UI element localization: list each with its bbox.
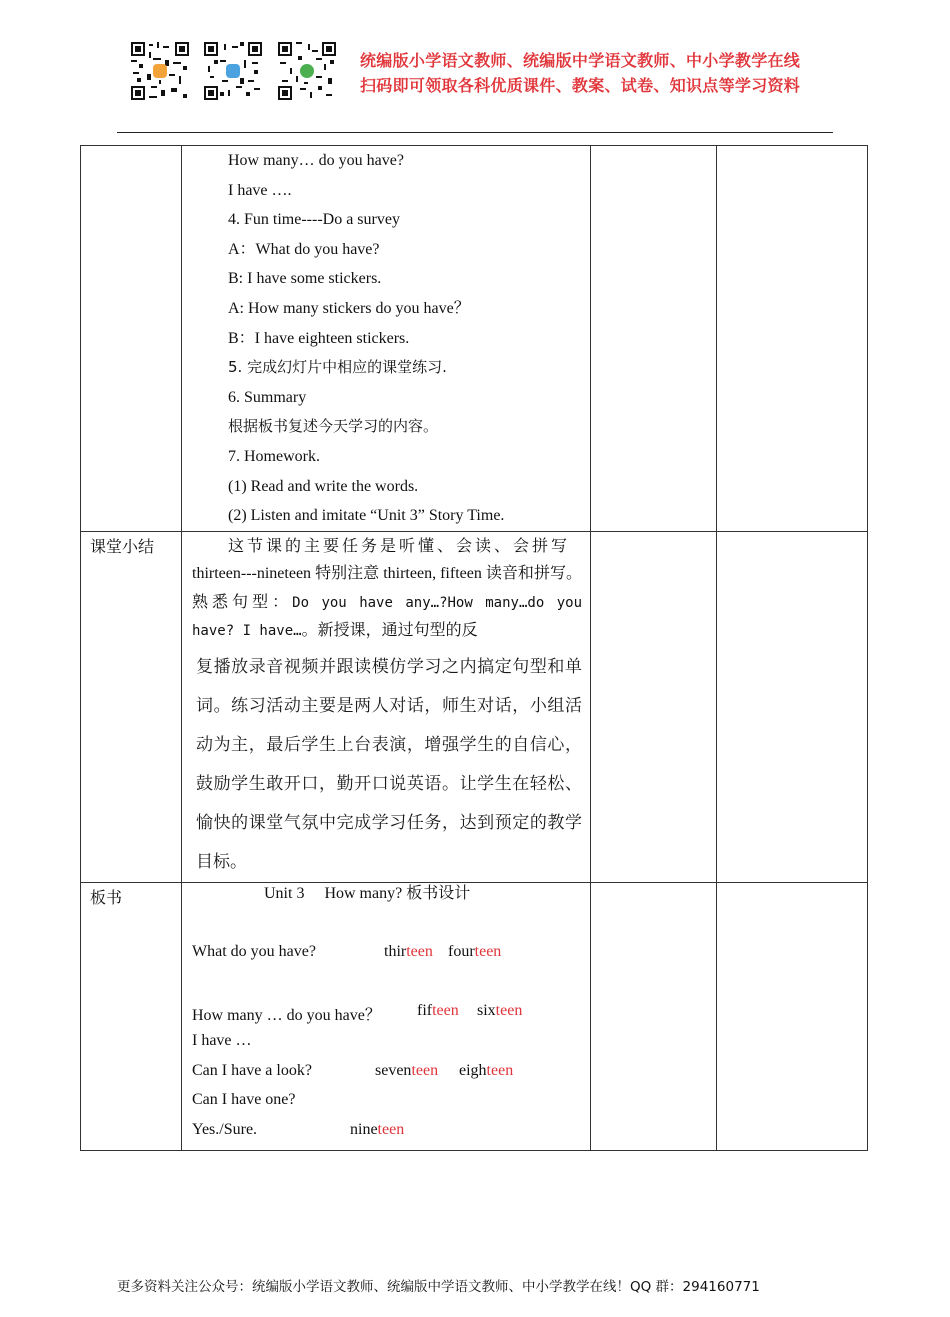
sentence-line: Can I have a look?: [192, 1061, 312, 1079]
table-row: [81, 882, 868, 1150]
empty-cell: [591, 531, 717, 882]
number-word: seventeen: [375, 1061, 439, 1079]
number-word: thirteen: [384, 942, 433, 960]
qr-code-icon: [278, 42, 336, 100]
empty-cell: [717, 882, 868, 1150]
qr-code-icon: [204, 42, 262, 100]
empty-cell: [591, 882, 717, 1150]
procedure-line: (1) Read and write the words.: [228, 477, 419, 495]
procedure-line: A：What do you have?: [228, 240, 380, 258]
procedure-line: How many… do you have?: [228, 152, 404, 169]
procedure-line: 6. Summary: [228, 388, 307, 406]
empty-cell: [591, 146, 717, 532]
sentence-line: How many … do you have？: [192, 1006, 381, 1024]
summary-line-3: 。新授课，通过句型的反: [301, 622, 478, 640]
summary-image-text: 复播放录音视频并跟读模仿学习之内搞定句型和单词。练习活动主要是两人对话，师生对话，小组活动为主，最后学生上台表演，增强学生的自信心，鼓励学生敢开口，勤开口说英语。让学生在轻松、愉快的课堂气氛中完成学习任务，达到预定的教学目标。: [196, 656, 582, 872]
qr-code-icon: [131, 42, 189, 100]
row-label-cell: [81, 146, 182, 532]
header-divider: [117, 132, 833, 133]
sentence-line: Can I have one?: [192, 1090, 296, 1108]
number-word: nineteen: [350, 1120, 405, 1138]
summary-cell: [182, 531, 591, 882]
summary-line-1: 这节课的主要任务是听懂、会读、会拼写: [228, 535, 571, 555]
procedure-line: B：I have eighteen stickers.: [228, 329, 410, 347]
empty-cell: [717, 146, 868, 532]
number-word: fifteen: [417, 1001, 459, 1019]
procedure-cell: [182, 146, 591, 532]
procedure-line: 5. 完成幻灯片中相应的课堂练习.: [228, 358, 447, 377]
number-word: fourteen: [448, 942, 502, 960]
summary-line-2: thirteen---nineteen 特别注意 thirteen, fifteen 读音和拼写。熟悉句型：: [192, 565, 582, 611]
table-row: [81, 146, 868, 532]
procedure-line: 根据板书复述今天学习的内容。: [228, 417, 439, 436]
empty-cell: [717, 531, 868, 882]
number-word: sixteen: [477, 1001, 523, 1019]
banner-line-1: 统编版小学语文教师、统编版中学语文教师、中小学教学在线: [360, 51, 801, 70]
blackboard-design: [182, 883, 590, 1150]
procedure-line: 7. Homework.: [228, 447, 320, 465]
summary-pattern: Do you have any…?How many…do you have? I have…: [192, 594, 582, 640]
banner-line-2: 扫码即可领取各科优质课件、教案、试卷、知识点等学习资料: [360, 76, 801, 95]
blackboard-cell: [182, 882, 591, 1150]
procedure-line: B: I have some stickers.: [228, 270, 382, 288]
number-word: eighteen: [459, 1061, 514, 1079]
procedure-line: I have ….: [228, 181, 292, 199]
footer-text: 更多资料关注公众号：统编版小学语文教师、统编版中学语文教师、中小学教学在线！QQ 群：294160771: [117, 1279, 760, 1295]
sentence-line: I have …: [192, 1031, 252, 1049]
procedure-line: 4. Fun time----Do a survey: [228, 211, 400, 229]
summary-text: [182, 532, 590, 646]
row-label-blackboard: 板书: [81, 882, 182, 1150]
sentence-line: What do you have?: [192, 942, 316, 960]
lesson-plan-table: [80, 145, 868, 1151]
procedure-line: A: How many stickers do you have？: [228, 299, 470, 317]
procedure-line: (2) Listen and imitate “Unit 3” Story Time.: [228, 507, 505, 525]
blackboard-title: Unit 3 How many? 板书设计: [264, 884, 471, 902]
row-label-summary: 课堂小结: [81, 531, 182, 882]
table-row: [81, 531, 868, 882]
sentence-line: Yes./Sure.: [192, 1120, 258, 1138]
